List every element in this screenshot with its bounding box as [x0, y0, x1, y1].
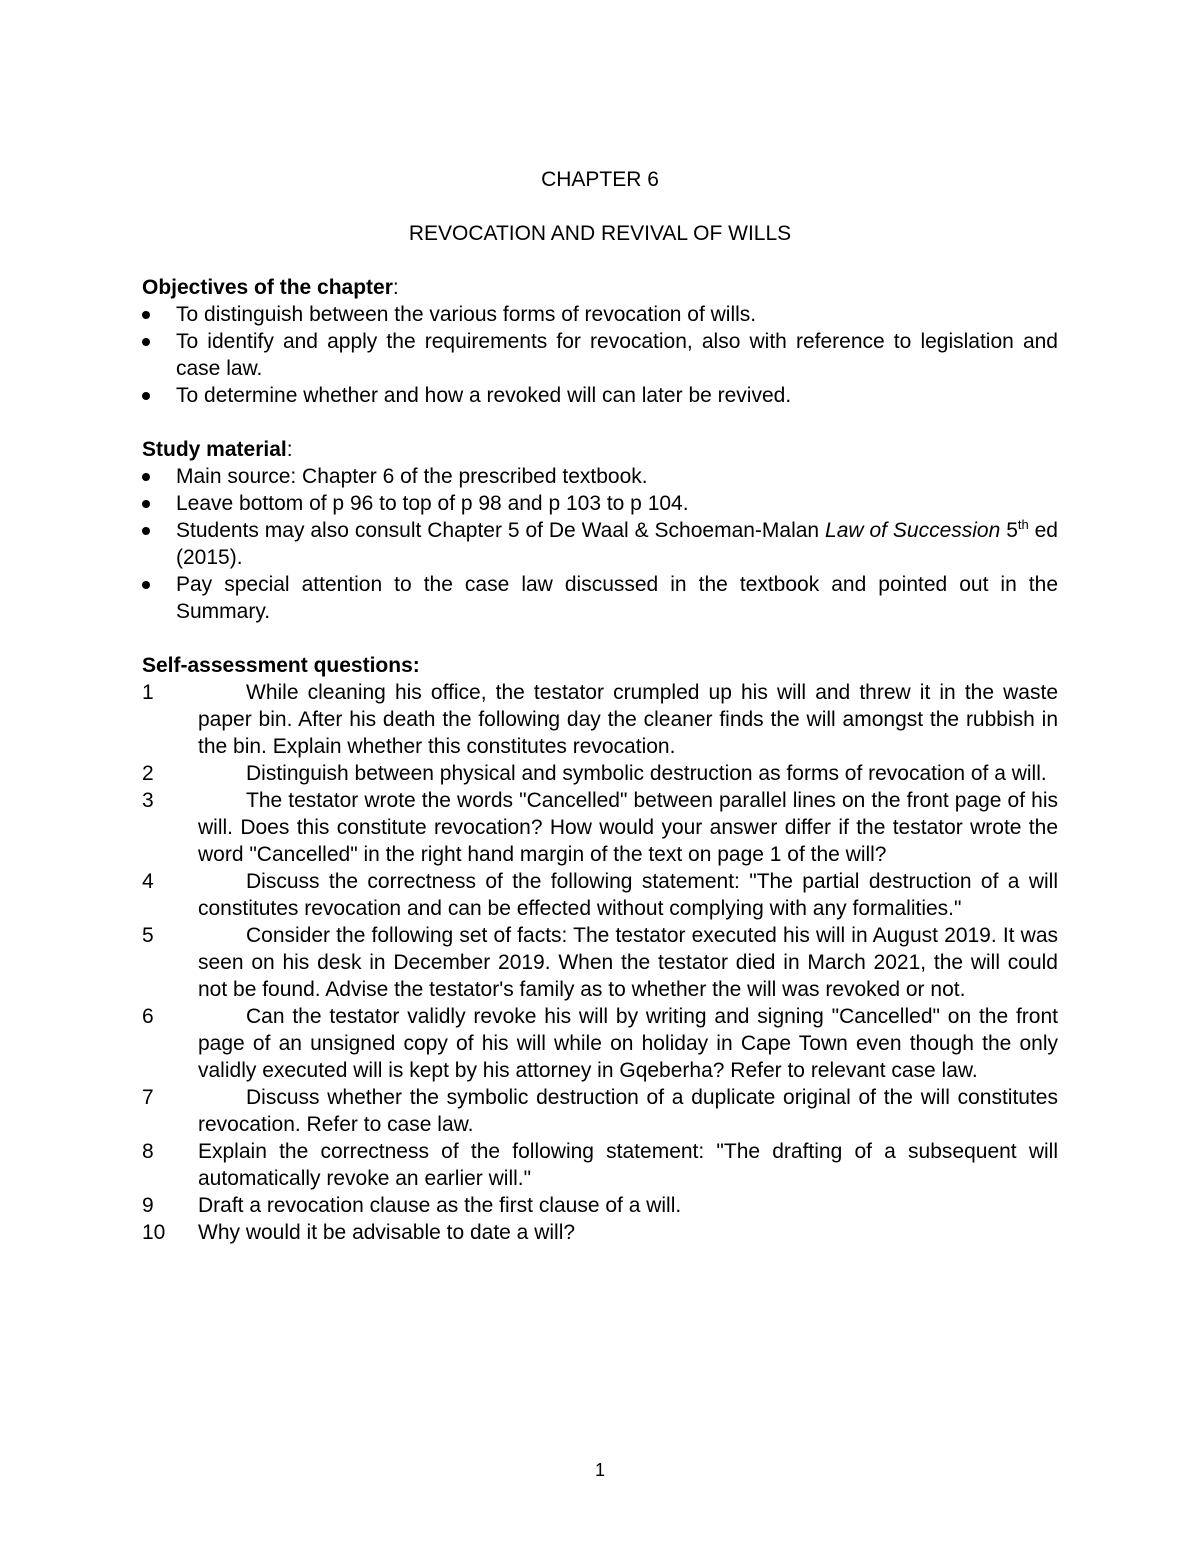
study-material-text-before: Students may also consult Chapter 5 of De Waal & Schoeman-Malan — [176, 519, 826, 542]
study-material-item — [142, 571, 1058, 625]
question-text: Consider the following set of facts: The testator executed his will in August 2019. It was seen on his desk in December 2019. When the testator died in March 2021, the will could not be found. Advise the testator's family as to whether the will was revoked or not. — [198, 924, 1058, 1001]
question-item — [142, 787, 1058, 868]
question-number: 8 — [142, 1140, 154, 1163]
question-number: 1 — [142, 681, 154, 704]
objective-text: To determine whether and how a revoked will can later be revived. — [176, 384, 792, 407]
questions-list — [142, 679, 1058, 1246]
objective-item — [142, 301, 1058, 328]
question-number: 10 — [142, 1221, 166, 1244]
book-title: Law of Succession — [825, 519, 1001, 542]
question-text: The testator wrote the words "Cancelled" between parallel lines on the front page of his will. Does this constitute revocation? How would your answer differ if the testator wrote the word "Cancelled" in the right hand margin of the text on page 1 of the will? — [198, 789, 1058, 866]
question-text: Distinguish between physical and symbolic destruction as forms of revocation of a will. — [246, 762, 1047, 785]
question-number: 5 — [142, 924, 154, 947]
page-number: 1 — [594, 1460, 605, 1480]
chapter-title: CHAPTER 6 — [541, 168, 659, 191]
objective-item — [142, 382, 1058, 409]
question-text: Explain the correctness of the following statement: "The drafting of a subsequent will automatically revoke an earlier will." — [198, 1140, 1058, 1190]
self-assessment-heading: Self-assessment questions: — [142, 654, 420, 677]
objectives-heading-colon: : — [392, 276, 399, 299]
edition-suffix: th — [1017, 517, 1029, 532]
question-text: Discuss whether the symbolic destruction of a duplicate original of the will constitutes revocation. Refer to case law. — [198, 1086, 1058, 1136]
study-material-text: Leave bottom of p 96 to top of p 98 and p 103 to p 104. — [176, 492, 689, 515]
study-material-text: Main source: Chapter 6 of the prescribed textbook. — [176, 465, 648, 488]
bullet-icon — [142, 311, 150, 319]
edition-number: 5 — [1000, 519, 1018, 542]
question-item — [142, 1219, 1058, 1246]
question-item — [142, 1084, 1058, 1138]
bullet-icon — [142, 338, 150, 346]
study-material-text: Pay special attention to the case law discussed in the textbook and pointed out in the Summary. — [176, 573, 1058, 623]
bullet-icon — [142, 392, 150, 400]
study-material-list — [142, 463, 1058, 625]
study-material-heading — [142, 436, 1058, 463]
bullet-icon — [142, 500, 150, 508]
question-text: Draft a revocation clause as the first clause of a will. — [198, 1194, 682, 1217]
objectives-heading-text: Objectives of the chapter — [142, 276, 393, 299]
objective-text: To distinguish between the various forms of revocation of wills. — [176, 303, 757, 326]
question-item — [142, 1192, 1058, 1219]
question-number: 2 — [142, 762, 154, 785]
objectives-list — [142, 301, 1058, 409]
question-number: 4 — [142, 870, 154, 893]
question-item — [142, 760, 1058, 787]
page-content — [142, 166, 1058, 1246]
bullet-icon — [142, 527, 150, 535]
objective-item — [142, 328, 1058, 382]
question-number: 9 — [142, 1194, 154, 1217]
question-item — [142, 1003, 1058, 1084]
objectives-heading — [142, 274, 1058, 301]
study-material-item — [142, 463, 1058, 490]
study-material-item — [142, 517, 1058, 571]
question-number: 7 — [142, 1086, 154, 1109]
question-number: 3 — [142, 789, 154, 812]
question-item — [142, 679, 1058, 760]
spacer — [142, 409, 1058, 436]
question-item — [142, 1138, 1058, 1192]
question-text: Can the testator validly revoke his will by writing and signing "Cancelled" on the front page of an unsigned copy of his will while on holiday in Cape Town even though the only validly executed will is kept by his attorney in Gqeberha? Refer to relevant case law. — [198, 1005, 1058, 1082]
study-material-text-after: ed (2015). — [176, 519, 1058, 569]
question-item — [142, 868, 1058, 922]
question-text: Discuss the correctness of the following statement: "The partial destruction of a will constitutes revocation and can be effected without complying with any formalities." — [198, 870, 1058, 920]
objective-text: To identify and apply the requirements for revocation, also with reference to legislation and case law. — [176, 330, 1058, 380]
question-text: While cleaning his office, the testator crumpled up his will and threw it in the waste paper bin. After his death the following day the cleaner finds the will amongst the rubbish in the bin. Explain whether this constitutes revocation. — [198, 681, 1058, 758]
question-item — [142, 922, 1058, 1003]
bullet-icon — [142, 473, 150, 481]
spacer — [142, 625, 1058, 652]
question-number: 6 — [142, 1005, 154, 1028]
question-text: Why would it be advisable to date a will? — [198, 1221, 576, 1244]
chapter-subtitle: REVOCATION AND REVIVAL OF WILLS — [408, 222, 792, 245]
bullet-icon — [142, 581, 150, 589]
study-material-item — [142, 490, 1058, 517]
study-material-heading-text: Study material — [142, 438, 287, 461]
study-material-heading-colon: : — [286, 438, 293, 461]
